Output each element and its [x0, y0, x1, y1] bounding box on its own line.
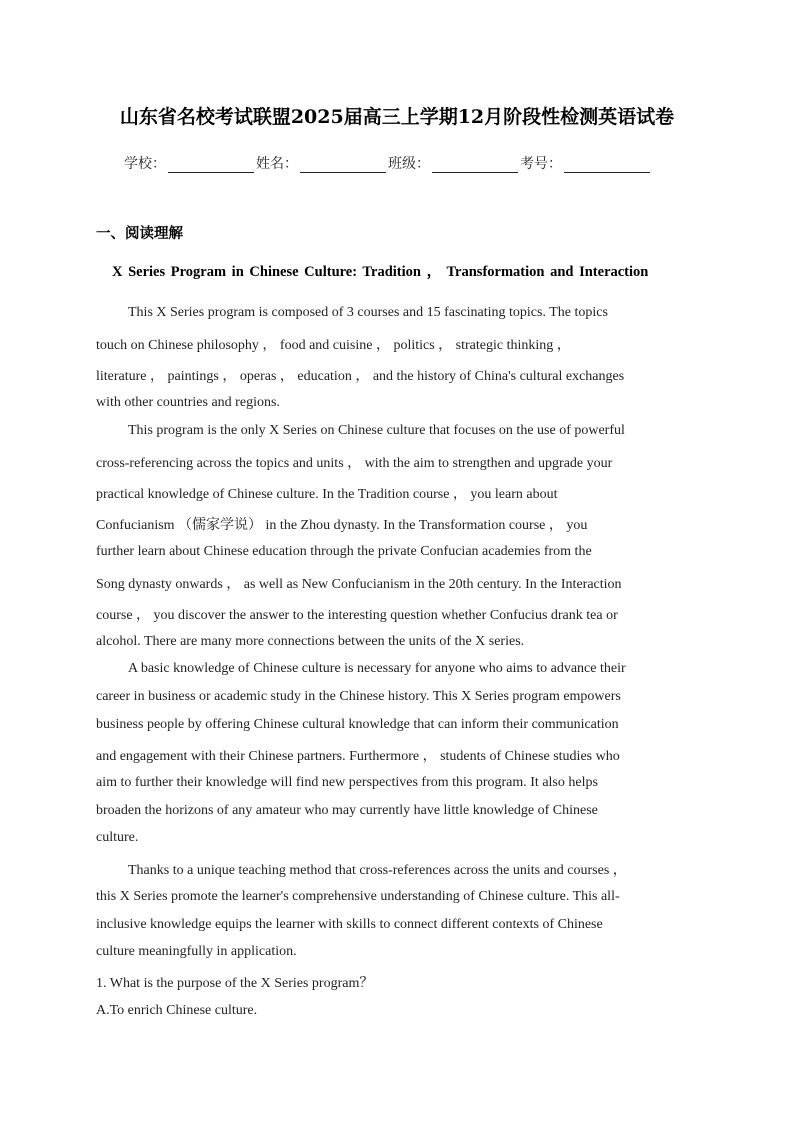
passage-line: culture meaningfully in application. [96, 944, 297, 959]
exam-number-label: 考号： [520, 156, 562, 172]
name-label: 姓名： [256, 156, 298, 172]
passage-line: A basic knowledge of Chinese culture is necessary for anyone who aims to advance their [128, 661, 626, 676]
passage-line: Song dynasty onwards ， as well as New Confucianism in the 20th century. In the Interaction [96, 577, 622, 592]
exam-number-blank [564, 156, 650, 173]
question-1: 1. What is the purpose of the X Series program？ [96, 976, 374, 991]
passage-line: business people by offering Chinese cultural knowledge that can inform their communication [96, 717, 619, 732]
passage-line: This X Series program is composed of 3 courses and 15 fascinating topics. The topics [128, 305, 608, 320]
section-heading: 一、阅读理解 [96, 226, 183, 242]
passage-line: alcohol. There are many more connections between the units of the X series. [96, 634, 525, 649]
passage-line: touch on Chinese philosophy ， food and cuisine ， politics ， strategic thinking ， [96, 338, 571, 353]
passage-line: course ， you discover the answer to the interesting question whether Confucius drank tea or [96, 608, 618, 623]
passage-line: this X Series promote the learner's comprehensive understanding of Chinese culture. This all- [96, 889, 620, 904]
passage-line: broaden the horizons of any amateur who may currently have little knowledge of Chinese [96, 803, 598, 818]
school-label: 学校： [124, 156, 166, 172]
passage-line: literature ， paintings ， operas ， education ， and the history of China's cultural exchanges [96, 369, 625, 384]
class-label: 班级： [388, 156, 430, 172]
passage-line: culture. [96, 830, 139, 845]
passage-title: X Series Program in Chinese Culture: Tradition ， Transformation and Interaction [112, 264, 649, 280]
school-blank [168, 156, 254, 173]
passage-line: This program is the only X Series on Chinese culture that focuses on the use of powerful [128, 423, 625, 438]
passage-line: with other countries and regions. [96, 395, 280, 410]
passage-line: career in business or academic study in the Chinese history. This X Series program empowers [96, 689, 621, 704]
student-info-row [124, 153, 652, 173]
option-a[interactable]: A.To enrich Chinese culture. [96, 1003, 258, 1018]
passage-line: cross-referencing across the topics and units ， with the aim to strengthen and upgrade your [96, 456, 613, 471]
passage-line: and engagement with their Chinese partners. Furthermore ， students of Chinese studies who [96, 749, 620, 764]
exam-title: 山东省名校考试联盟2025届高三上学期12月阶段性检测英语试卷 [119, 106, 675, 128]
passage-line: Thanks to a unique teaching method that cross-references across the units and courses ， [128, 863, 627, 878]
passage-line: practical knowledge of Chinese culture. In the Tradition course ， you learn about [96, 487, 558, 502]
passage-line: inclusive knowledge equips the learner with skills to connect different contexts of Chinese [96, 917, 603, 932]
class-blank [432, 156, 518, 173]
passage-line: aim to further their knowledge will find new perspectives from this program. It also helps [96, 775, 598, 790]
name-blank [300, 156, 386, 173]
passage-line: further learn about Chinese education through the private Confucian academies from the [96, 544, 592, 559]
passage-line: Confucianism （儒家学说） in the Zhou dynasty. In the Transformation course ， you [96, 518, 588, 533]
